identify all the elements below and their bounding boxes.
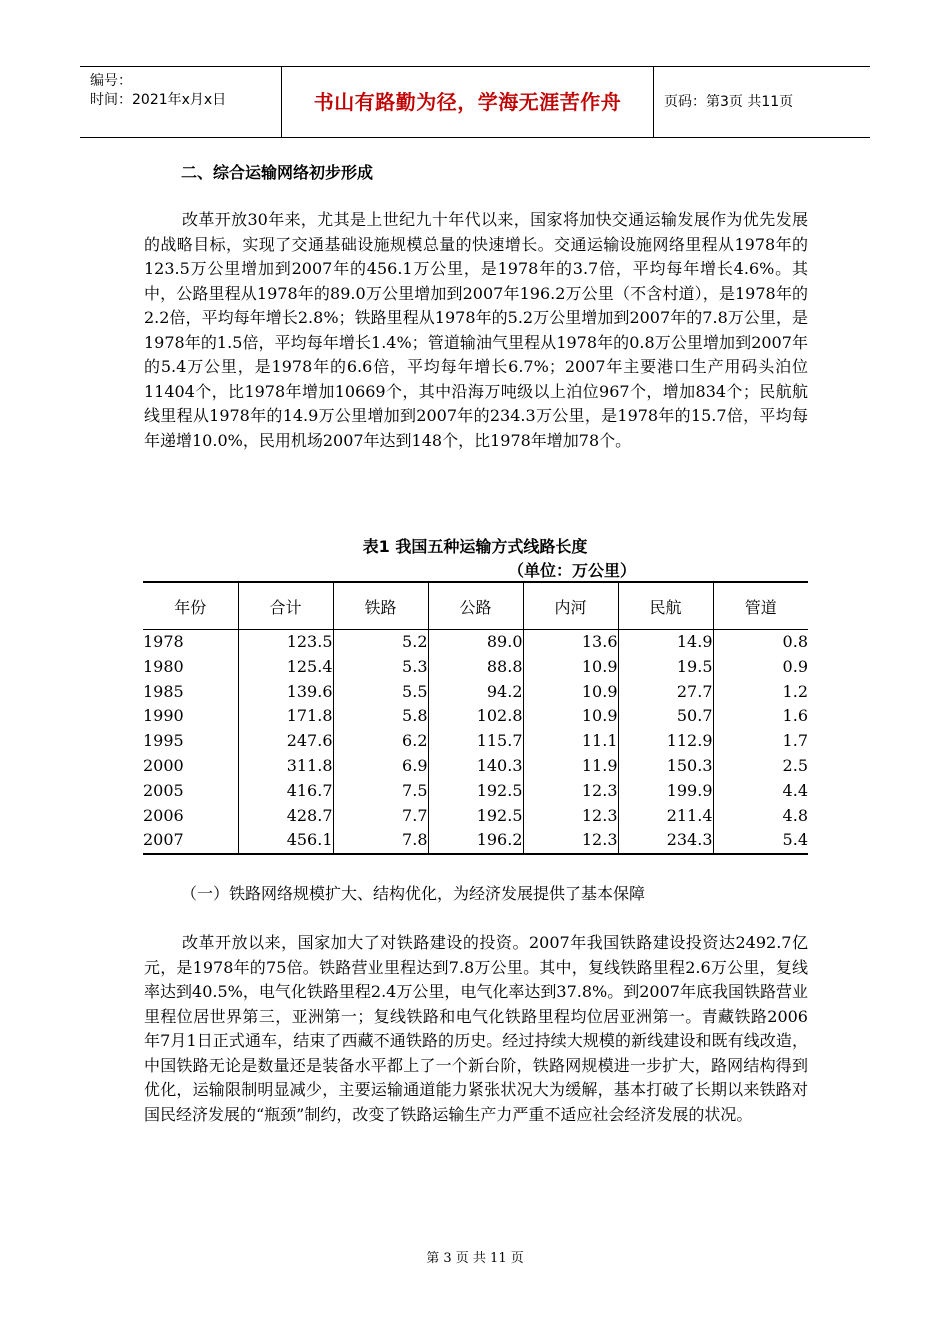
table-cell-value: 140.3 [428, 754, 523, 779]
subheading: （一）铁路网络规模扩大、结构优化，为经济发展提供了基本保障 [181, 884, 646, 903]
table-cell-value: 0.9 [713, 655, 808, 680]
column-header-year: 年份 [143, 582, 238, 630]
table-cell-year: 1980 [143, 656, 184, 676]
table-cell-value: 10.9 [523, 655, 618, 680]
table-cell-year: 1985 [143, 681, 184, 701]
table-row [143, 729, 808, 754]
table-cell-value: 5.8 [333, 704, 428, 729]
column-header-total: 合计 [238, 582, 333, 630]
column-header-pipeline: 管道 [713, 582, 808, 630]
table-cell-value: 211.4 [618, 804, 713, 829]
table-cell-year: 1995 [143, 731, 184, 751]
table-row [143, 680, 808, 705]
table-cell-value: 5.2 [333, 630, 428, 655]
table-cell-value: 6.9 [333, 754, 428, 779]
table-header-row [143, 582, 808, 630]
document-number-label: 编号： [90, 73, 132, 89]
body-paragraph-1: 改革开放30年来，尤其是上世纪九十年代以来，国家将加快交通运输发展作为优先发展的战略目标，实现了交通基础设施规模总量的快速增长。交通运输设施网络里程从1978年的123.5万公里增加到2007年的456.1万公里，是1978年的3.7倍，平均每年增长4.6%。其中，公路里程从1978年的89.0万公里增加到2007年196.2万公里（不含村道），是1978年的2.2倍，平均每年增长2.8%；铁路里程从1978年的5.2万公里增加到2007年的7.8万公里，是1978年的1.5倍，平均每年增长1.4%；管道输油气里程从1978年的0.8万公里增加到2007年的5.4万公里，是1978年的6.6倍，平均每年增长6.7%；2007年主要港口生产用码头泊位11404个，比1978年增加10669个，其中沿海万吨级以上泊位967个，增加834个；民航航线里程从1978年的14.9万公里增加到2007年的234.3万公里，是1978年的15.7倍，平均每年递增10.0%，民用机场2007年达到148个，比1978年增加78个。 [144, 210, 808, 450]
table-cell-year: 1978 [143, 632, 184, 651]
table-cell-year: 2007 [143, 828, 238, 854]
table-cell-value: 192.5 [428, 804, 523, 829]
table-cell-value: 12.3 [523, 828, 618, 854]
table-cell-value: 12.3 [523, 779, 618, 804]
table-cell-value: 10.9 [523, 680, 618, 705]
table-cell-value: 10.9 [523, 704, 618, 729]
table-cell-value: 50.7 [618, 704, 713, 729]
table-cell-value: 13.6 [523, 630, 618, 655]
table-cell-value: 12.3 [523, 804, 618, 829]
table-cell-value: 14.9 [618, 630, 713, 655]
table-cell-year: 2006 [143, 805, 184, 825]
table-cell-value: 247.6 [238, 729, 333, 754]
document-date: 时间：2021年x月x日 [90, 92, 227, 108]
table-cell-value: 1.7 [713, 729, 808, 754]
table-cell-value: 311.8 [238, 754, 333, 779]
table-cell-value: 6.2 [333, 729, 428, 754]
table-row [143, 655, 808, 680]
table-cell-value: 2.5 [713, 754, 808, 779]
table-cell-year: 1990 [143, 706, 184, 726]
table-row [143, 754, 808, 779]
table-cell-value: 192.5 [428, 779, 523, 804]
table-cell-value: 115.7 [428, 729, 523, 754]
table-cell-value: 102.8 [428, 704, 523, 729]
table-cell-value: 0.8 [713, 630, 808, 655]
table-cell-value: 11.1 [523, 729, 618, 754]
table-cell-value: 234.3 [618, 828, 713, 854]
column-header-inland-waterway: 内河 [523, 582, 618, 630]
table-cell-value: 428.7 [238, 804, 333, 829]
table-cell-value: 196.2 [428, 828, 523, 854]
table-cell-value: 5.4 [713, 828, 808, 854]
table-cell-value: 7.5 [333, 779, 428, 804]
table-cell-value: 94.2 [428, 680, 523, 705]
table-cell-value: 19.5 [618, 655, 713, 680]
table-unit: （单位：万公里） [508, 561, 637, 580]
table-title: 表1 我国五种运输方式线路长度 [362, 537, 588, 556]
table-cell-value: 199.9 [618, 779, 713, 804]
table-cell-value: 123.5 [238, 630, 333, 655]
page-footer: 第 3 页 共 11 页 [426, 1251, 524, 1266]
table-cell-value: 5.3 [333, 655, 428, 680]
route-length-table [143, 581, 808, 855]
table-row [143, 779, 808, 804]
column-header-railway: 铁路 [333, 582, 428, 630]
table-cell-value: 4.4 [713, 779, 808, 804]
table-cell-value: 456.1 [238, 828, 333, 854]
table-row [143, 804, 808, 829]
header-meta [80, 67, 282, 137]
table-row [143, 828, 808, 854]
table-cell-value: 89.0 [428, 630, 523, 655]
page-header [80, 66, 870, 138]
body-paragraph-2: 改革开放以来，国家加大了对铁路建设的投资。2007年我国铁路建设投资达2492.7亿元，是1978年的75倍。铁路营业里程达到7.8万公里。其中，复线铁路里程2.6万公里，复线率达到40.5%，电气化铁路里程2.4万公里，电气化率达到37.8%。到2007年底我国铁路营业里程位居世界第三，亚洲第一；复线铁路和电气化铁路里程均位居亚洲第一。青藏铁路2006年7月1日正式通车，结束了西藏不通铁路的历史。经过持续大规模的新线建设和既有线改造，中国铁路无论是数量还是装备水平都上了一个新台阶，铁路网规模进一步扩大，路网结构得到优化，运输限制明显减少，主要运输通道能力紧张状况大为缓解，基本打破了长期以来铁路对国民经济发展的“瓶颈”制约，改变了铁路运输生产力严重不适应社会经济发展的状况。 [144, 933, 808, 1124]
table-cell-value: 5.5 [333, 680, 428, 705]
table-cell-value: 4.8 [713, 804, 808, 829]
column-header-highway: 公路 [428, 582, 523, 630]
column-header-civil-aviation: 民航 [618, 582, 713, 630]
table-cell-value: 125.4 [238, 655, 333, 680]
table-cell-value: 139.6 [238, 680, 333, 705]
table-cell-value: 7.7 [333, 804, 428, 829]
header-motto: 书山有路勤为径，学海无涯苦作舟 [282, 67, 654, 137]
table-cell-value: 416.7 [238, 779, 333, 804]
table-cell-value: 171.8 [238, 704, 333, 729]
table-row [143, 630, 808, 655]
table-cell-value: 1.2 [713, 680, 808, 705]
table-cell-value: 27.7 [618, 680, 713, 705]
table-cell-value: 150.3 [618, 754, 713, 779]
table-cell-value: 1.6 [713, 704, 808, 729]
table-cell-value: 11.9 [523, 754, 618, 779]
header-page-info: 页码：第3页 共11页 [664, 94, 794, 110]
table-cell-value: 88.8 [428, 655, 523, 680]
table-cell-value: 112.9 [618, 729, 713, 754]
table-cell-year: 2000 [143, 755, 184, 775]
table-cell-value: 7.8 [333, 828, 428, 854]
table-cell-year: 2005 [143, 780, 184, 800]
table-row [143, 704, 808, 729]
section-title: 二、综合运输网络初步形成 [181, 163, 374, 182]
